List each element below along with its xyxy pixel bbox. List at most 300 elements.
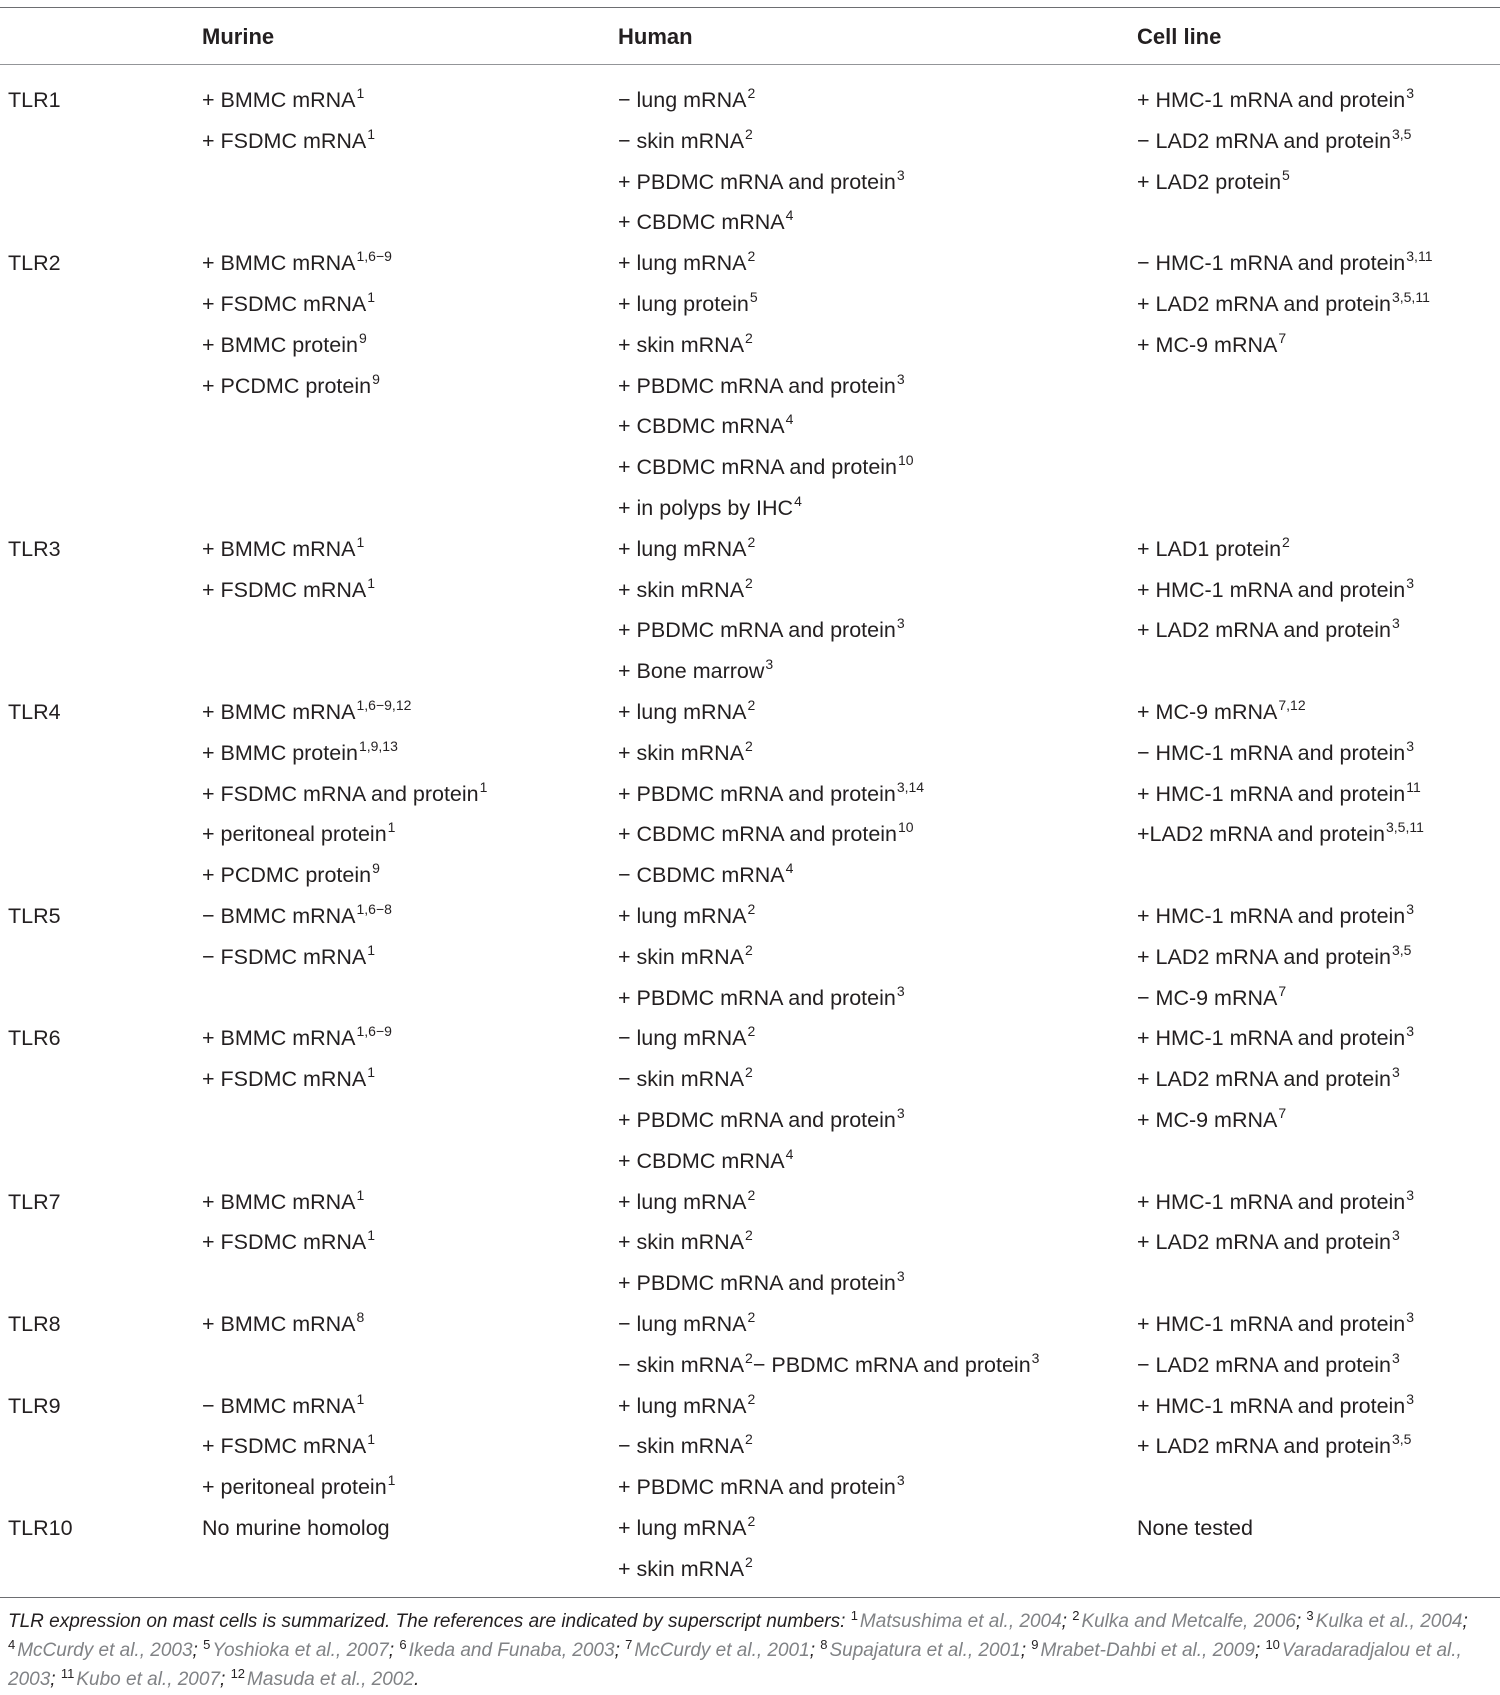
footnote-ref-link[interactable]: Supajatura et al., 2001 [829,1640,1021,1661]
reference-superscript: 3 [1406,737,1415,754]
reference-superscript: 1 [367,1064,376,1081]
entry-text: +LAD2 mRNA and protein [1137,822,1385,847]
entry-text: + LAD2 protein [1137,169,1282,194]
entry-text: + HMC-1 mRNA and protein [1137,88,1406,112]
expression-entry [618,1426,905,1467]
tlr-label: TLR8 [8,1311,61,1336]
entry-text: + LAD2 mRNA and protein [1137,1434,1391,1459]
expression-entry [618,406,914,447]
entry-text: + HMC-1 mRNA and protein [1137,781,1406,806]
expression-entry [1137,1018,1414,1059]
entry-text: + LAD2 mRNA and protein [1137,944,1391,969]
footnote-ref-number: 9 [1031,1637,1039,1652]
entry-text: + MC-9 mRNA [1137,699,1278,724]
expression-entry [618,1345,1039,1386]
expression-entry [618,814,924,855]
footnote-ref-number: 10 [1265,1637,1280,1652]
table-bottom-rule [0,1597,1500,1598]
reference-superscript: 2 [747,900,756,917]
footnote-ref-link[interactable]: McCurdy et al., 2001 [634,1640,810,1661]
entry-text: + PBDMC mRNA and protein [618,1107,896,1132]
expression-entry [202,733,487,774]
expression-entry [618,1222,905,1263]
reference-superscript: 3 [1391,615,1400,632]
expression-entry [202,1426,395,1467]
entry-text: + FSDMC mRNA [202,577,367,602]
reference-superscript: 3 [765,656,774,673]
entry-text: + lung mRNA [618,1515,747,1540]
reference-superscript: 3 [1406,1390,1415,1407]
reference-superscript: 10 [898,819,914,836]
reference-superscript: 2 [745,1431,753,1448]
entry-text: + lung mRNA [618,251,747,276]
reference-superscript: 3,11 [1406,248,1433,265]
reference-superscript: 3 [1406,900,1415,917]
expression-entry [618,570,905,611]
murine-cell [202,243,392,406]
entry-text: + HMC-1 mRNA and protein [1137,903,1406,928]
cell-line-cell [1137,692,1424,855]
entry-text: − lung mRNA [618,1026,747,1051]
expression-entry [618,855,924,896]
cell-line-cell [1137,1386,1414,1468]
entry-text: + PCDMC protein [202,863,372,888]
reference-superscript: 3,5 [1391,1431,1412,1448]
entry-text: − CBDMC mRNA [618,863,785,888]
entry-text: + in polyps by IHC [618,495,794,520]
cell-line-cell [1137,1182,1414,1264]
expression-entry [618,978,905,1019]
entry-text: − skin mRNA [618,128,745,153]
expression-entry [202,121,375,162]
footnote-ref-number: 11 [60,1666,75,1681]
entry-text: + CBDMC mRNA [618,1148,785,1173]
expression-entry [202,1508,390,1549]
expression-entry [1137,121,1414,162]
reference-superscript: 5 [1282,166,1290,183]
reference-superscript: 2 [747,248,756,265]
entry-text: + Bone marrow [618,659,765,684]
entry-text: − PBDMC mRNA and protein [752,1352,1031,1377]
entry-text: − FSDMC mRNA [202,944,367,969]
footnote-ref-number: 2 [1072,1608,1080,1623]
entry-text: + LAD2 mRNA and protein [1137,1067,1391,1092]
reference-superscript: 2 [1282,533,1290,550]
human-cell [618,1182,905,1304]
reference-superscript: 1 [356,1390,365,1407]
reference-superscript: 2 [747,1512,756,1529]
expression-entry [202,896,392,937]
entry-text: + LAD2 mRNA and protein [1137,618,1391,643]
reference-superscript: 1 [356,1186,365,1203]
expression-entry [618,325,914,366]
table-row [0,692,1500,896]
reference-superscript: 2 [745,574,753,591]
reference-superscript: 3,5 [1391,941,1412,958]
expression-entry [202,855,487,896]
reference-superscript: 3 [1406,574,1415,591]
expression-entry [618,1182,905,1223]
entry-text: − skin mRNA [618,1434,745,1459]
reference-superscript: 3,5,11 [1391,288,1430,305]
expression-entry [1137,1100,1414,1141]
reference-superscript: 3 [1406,1308,1415,1325]
tlr-label: TLR9 [8,1393,61,1418]
table-row [0,80,1500,243]
entry-text: + FSDMC mRNA [202,128,367,153]
reference-superscript: 7 [1278,982,1287,999]
expression-entry [1137,1508,1253,1549]
footnote-ref-link[interactable]: Mrabet-Dahbi et al., 2009 [1040,1640,1255,1661]
reference-superscript: 3,5,11 [1386,819,1424,836]
entry-text: + lung mRNA [618,1393,747,1418]
entry-text: + skin mRNA [618,740,745,765]
footnote-ref-link[interactable]: Varadaradjalou et al., 2003 [8,1640,1462,1690]
reference-superscript: 4 [785,1145,794,1162]
reference-superscript: 2 [745,1227,753,1244]
table-row [0,1018,1500,1181]
footnote-ref-link[interactable]: Masuda et al., 2002 [247,1669,414,1690]
footnote-ref-number: 1 [850,1608,858,1623]
entry-text: + PBDMC mRNA and protein [618,781,896,806]
entry-text: + HMC-1 mRNA and protein [1137,1393,1406,1418]
expression-entry [1137,610,1414,651]
expression-entry [1137,325,1432,366]
expression-entry [202,1467,395,1508]
expression-entry [618,1304,1039,1345]
human-cell [618,1386,905,1508]
entry-text: − skin mRNA [618,1352,745,1377]
reference-superscript: 3 [896,982,905,999]
murine-cell [202,692,487,896]
expression-entry [202,774,487,815]
entry-text: − HMC-1 mRNA and protein [1137,740,1406,765]
reference-superscript: 1,6−8 [356,900,392,917]
reference-superscript: 1 [367,1227,376,1244]
expression-entry [618,447,914,488]
reference-superscript: 2 [745,125,753,142]
reference-superscript: 7 [1278,1104,1287,1121]
murine-cell [202,896,392,978]
murine-cell [202,1386,395,1508]
expression-entry [618,1263,905,1304]
tlr-label: TLR1 [8,88,61,112]
tlr-label: TLR5 [8,903,61,928]
expression-entry [1137,896,1414,937]
reference-superscript: 3 [896,1104,905,1121]
entry-text: + BMMC protein [202,740,358,765]
footnote-ref-number: 3 [1306,1608,1314,1623]
table-footnote [8,1608,1496,1695]
footnote-ref-link[interactable]: Yoshioka et al., 2007 [212,1640,389,1661]
footnote-intro: TLR expression on mast cells is summarized. The references are indicated by superscript numbers: [8,1611,846,1632]
entry-text: + PBDMC mRNA and protein [618,985,896,1010]
header-human: Human [618,24,693,49]
table-top-rule [0,7,1500,8]
reference-superscript: 5 [749,288,758,305]
entry-text: + BMMC mRNA [202,699,356,724]
footnote-ref-link[interactable]: Matsushima et al., 2004 [859,1611,1062,1632]
table-row [0,896,1500,1018]
expression-entry [618,937,905,978]
expression-entry [618,80,905,121]
reference-superscript: 2 [747,1390,756,1407]
expression-entry [618,162,905,203]
footnote-ref-number: 6 [399,1637,407,1652]
murine-cell [202,1018,392,1100]
reference-superscript: 3 [896,370,905,387]
reference-superscript: 1 [356,533,365,550]
reference-superscript: 1 [356,85,365,101]
expression-entry [1137,1182,1414,1223]
entry-text: + PBDMC mRNA and protein [618,373,896,398]
entry-text: + peritoneal protein [202,822,387,847]
expression-entry [1137,1059,1414,1100]
footnote-ref-link[interactable]: McCurdy et al., 2003 [17,1640,193,1661]
cell-line-cell [1137,529,1414,651]
entry-text: + LAD2 mRNA and protein [1137,1230,1391,1255]
table-row [0,1182,1500,1304]
entry-text: + FSDMC mRNA [202,1434,367,1459]
footnote-ref-number: 4 [8,1637,16,1652]
header-cell-line: Cell line [1137,24,1222,49]
expression-entry [618,610,905,651]
entry-text: + CBDMC mRNA [618,414,785,439]
reference-superscript: 3 [1406,1023,1415,1040]
reference-superscript: 9 [372,370,380,387]
entry-text: + MC-9 mRNA [1137,1107,1278,1132]
tlr-label: TLR4 [8,699,61,724]
human-cell [618,1508,755,1590]
table-row [0,1304,1500,1386]
reference-superscript: 3,5 [1391,125,1412,142]
table-body [0,80,1500,1590]
cell-line-cell [1137,1018,1414,1140]
murine-cell [202,1304,364,1345]
tlr-label: TLR10 [8,1515,73,1540]
entry-text: + LAD2 mRNA and protein [1137,291,1391,316]
cell-line-cell [1137,1304,1414,1386]
expression-entry [1137,774,1424,815]
entry-text: + skin mRNA [618,1230,745,1255]
reference-superscript: 1 [387,819,396,836]
reference-superscript: 1 [367,288,376,305]
reference-superscript: 1 [367,125,376,142]
reference-superscript: 1 [367,574,376,591]
entry-text: + BMMC mRNA [202,1026,356,1051]
expression-entry [1137,529,1414,570]
reference-superscript: 3 [896,1268,905,1285]
reference-superscript: 3 [896,166,905,183]
entry-text: + skin mRNA [618,332,745,357]
expression-entry [618,529,905,570]
entry-text: + skin mRNA [618,577,745,602]
reference-superscript: 9 [372,860,380,877]
reference-superscript: 3 [1031,1349,1040,1366]
reference-superscript: 2 [745,1064,753,1081]
expression-entry [618,1100,905,1141]
expression-entry [202,1222,375,1263]
expression-entry [202,284,392,325]
entry-text: + FSDMC mRNA [202,1067,367,1092]
cell-line-cell [1137,896,1414,1018]
expression-entry [1137,1426,1414,1467]
human-cell [618,692,924,896]
footnote-ref-link[interactable]: Ikeda and Funaba, 2003 [408,1640,615,1661]
expression-entry [618,243,914,284]
entry-text: + peritoneal protein [202,1475,387,1500]
entry-text: − LAD2 mRNA and protein [1137,1352,1391,1377]
tlr-label: TLR7 [8,1189,61,1214]
expression-entry [1137,692,1424,733]
entry-text: + HMC-1 mRNA and protein [1137,1311,1406,1336]
entry-text: + skin mRNA [618,1556,745,1581]
cell-line-cell [1137,1508,1253,1549]
human-cell [618,243,914,529]
footnote-ref-number: 7 [625,1637,633,1652]
reference-superscript: 1 [479,778,488,795]
reference-superscript: 3 [1391,1064,1400,1081]
expression-entry [202,1304,364,1345]
reference-superscript: 4 [785,411,794,428]
expression-entry [618,896,905,937]
expression-entry [1137,937,1414,978]
reference-superscript: 2 [745,1553,753,1570]
table-row [0,529,1500,692]
reference-superscript: 7,12 [1278,696,1306,713]
expression-entry [1137,978,1414,1019]
reference-superscript: 4 [785,860,794,877]
entry-text: + PBDMC mRNA and protein [618,618,896,643]
expression-entry [202,937,392,978]
entry-text: + BMMC mRNA [202,88,356,112]
entry-text: + BMMC mRNA [202,251,356,276]
entry-text: + BMMC mRNA [202,1189,356,1214]
reference-superscript: 2 [747,85,756,101]
entry-text: + FSDMC mRNA [202,291,367,316]
entry-text: + BMMC mRNA [202,1311,356,1336]
entry-text: + lung protein [618,291,749,316]
expression-entry [202,80,375,121]
expression-entry [202,814,487,855]
entry-text: + CBDMC mRNA and protein [618,455,898,480]
expression-entry [618,1467,905,1508]
footnote-ref-link[interactable]: Kulka and Metcalfe, 2006 [1081,1611,1296,1632]
header-rule [0,64,1500,65]
entry-text: + skin mRNA [618,944,745,969]
tlr-label: TLR3 [8,536,61,561]
expression-entry [618,1059,905,1100]
reference-superscript: 1 [387,1472,396,1489]
entry-text: − MC-9 mRNA [1137,985,1278,1010]
reference-superscript: 2 [745,941,753,958]
reference-superscript: 2 [747,696,756,713]
reference-superscript: 10 [898,452,914,469]
entry-text: + PBDMC mRNA and protein [618,1271,896,1296]
reference-superscript: 3 [896,615,905,632]
entry-text: + HMC-1 mRNA and protein [1137,1189,1406,1214]
expression-entry [202,1386,395,1427]
expression-entry [618,733,924,774]
expression-entry [618,1018,905,1059]
reference-superscript: 2 [747,1186,756,1203]
expression-entry [618,366,914,407]
tlr-label: TLR6 [8,1026,61,1051]
expression-entry [1137,162,1414,203]
entry-text: + BMMC mRNA [202,536,356,561]
reference-superscript: 3,14 [896,778,925,795]
table-row [0,243,1500,529]
entry-text: + BMMC protein [202,332,358,357]
reference-superscript: 1 [367,1431,376,1448]
tlr-label: TLR2 [8,251,61,276]
human-cell [618,896,905,1018]
entry-text: + MC-9 mRNA [1137,332,1278,357]
reference-superscript: 1,6−9,12 [356,696,412,713]
expression-entry [1137,1222,1414,1263]
reference-superscript: 2 [747,533,756,550]
entry-text: − HMC-1 mRNA and protein [1137,251,1406,276]
entry-text: + HMC-1 mRNA and protein [1137,1026,1406,1051]
entry-text: − BMMC mRNA [202,1393,356,1418]
expression-entry [618,692,924,733]
reference-superscript: 3 [1406,85,1415,101]
expression-entry [618,121,905,162]
expression-entry [1137,1304,1414,1345]
expression-entry [618,1386,905,1427]
footnote-ref-link[interactable]: Kubo et al., 2007 [76,1669,221,1690]
footnote-ref-link[interactable]: Kulka et al., 2004 [1315,1611,1463,1632]
header-murine: Murine [202,24,275,49]
reference-superscript: 2 [747,1023,756,1040]
footnote-ref-number: 8 [820,1637,828,1652]
expression-entry [1137,243,1432,284]
murine-cell [202,1182,375,1264]
reference-superscript: 3 [1391,1227,1400,1244]
entry-text: No murine homolog [202,1515,390,1540]
expression-entry [618,202,905,243]
cell-line-cell [1137,80,1414,202]
reference-superscript: 3 [1391,1349,1400,1366]
reference-superscript: 1 [367,941,376,958]
table-row [0,1508,1500,1590]
expression-entry [618,651,905,692]
entry-text: None tested [1137,1515,1253,1540]
expression-entry [202,529,375,570]
human-cell [618,529,905,692]
reference-superscript: 1,6−9 [356,248,392,265]
human-cell [618,1018,905,1181]
reference-superscript: 2 [745,1349,753,1366]
footnote-ref-number: 5 [203,1637,211,1652]
footnote-references: $^1$ Matsushima et al., 2004; $^2$ Kulka and Metcalfe, 2006; $^3$ Kulka et al., 2004; $^4$ McCurdy et al., 2003; $^5$ Yoshioka et al., 2007; $^6$ Ikeda and Funaba, 2003; $^7$ McCurdy et al., 2001; $^8$ Supajatura et al., 2001; $^9$ Mrabet-Dahbi et al., 2009; $^{10}$ Varadaradjalou et al., 2003; $^{11}$ Kubo et al., 2007; $^{12}$ Masuda et al., 2002. [8,1608,1468,1690]
expression-entry [202,1182,375,1223]
expression-entry [1137,570,1414,611]
reference-superscript: 4 [794,492,802,509]
murine-cell [202,1508,390,1549]
expression-entry [202,570,375,611]
expression-entry [202,1018,392,1059]
human-cell [618,1304,1039,1386]
expression-entry [202,692,487,733]
expression-entry [1137,1345,1414,1386]
expression-entry [618,1508,755,1549]
entry-text: + LAD1 protein [1137,536,1282,561]
entry-text: − BMMC mRNA [202,903,356,928]
expression-entry [618,488,914,529]
entry-text: + PBDMC mRNA and protein [618,169,896,194]
murine-cell [202,529,375,611]
